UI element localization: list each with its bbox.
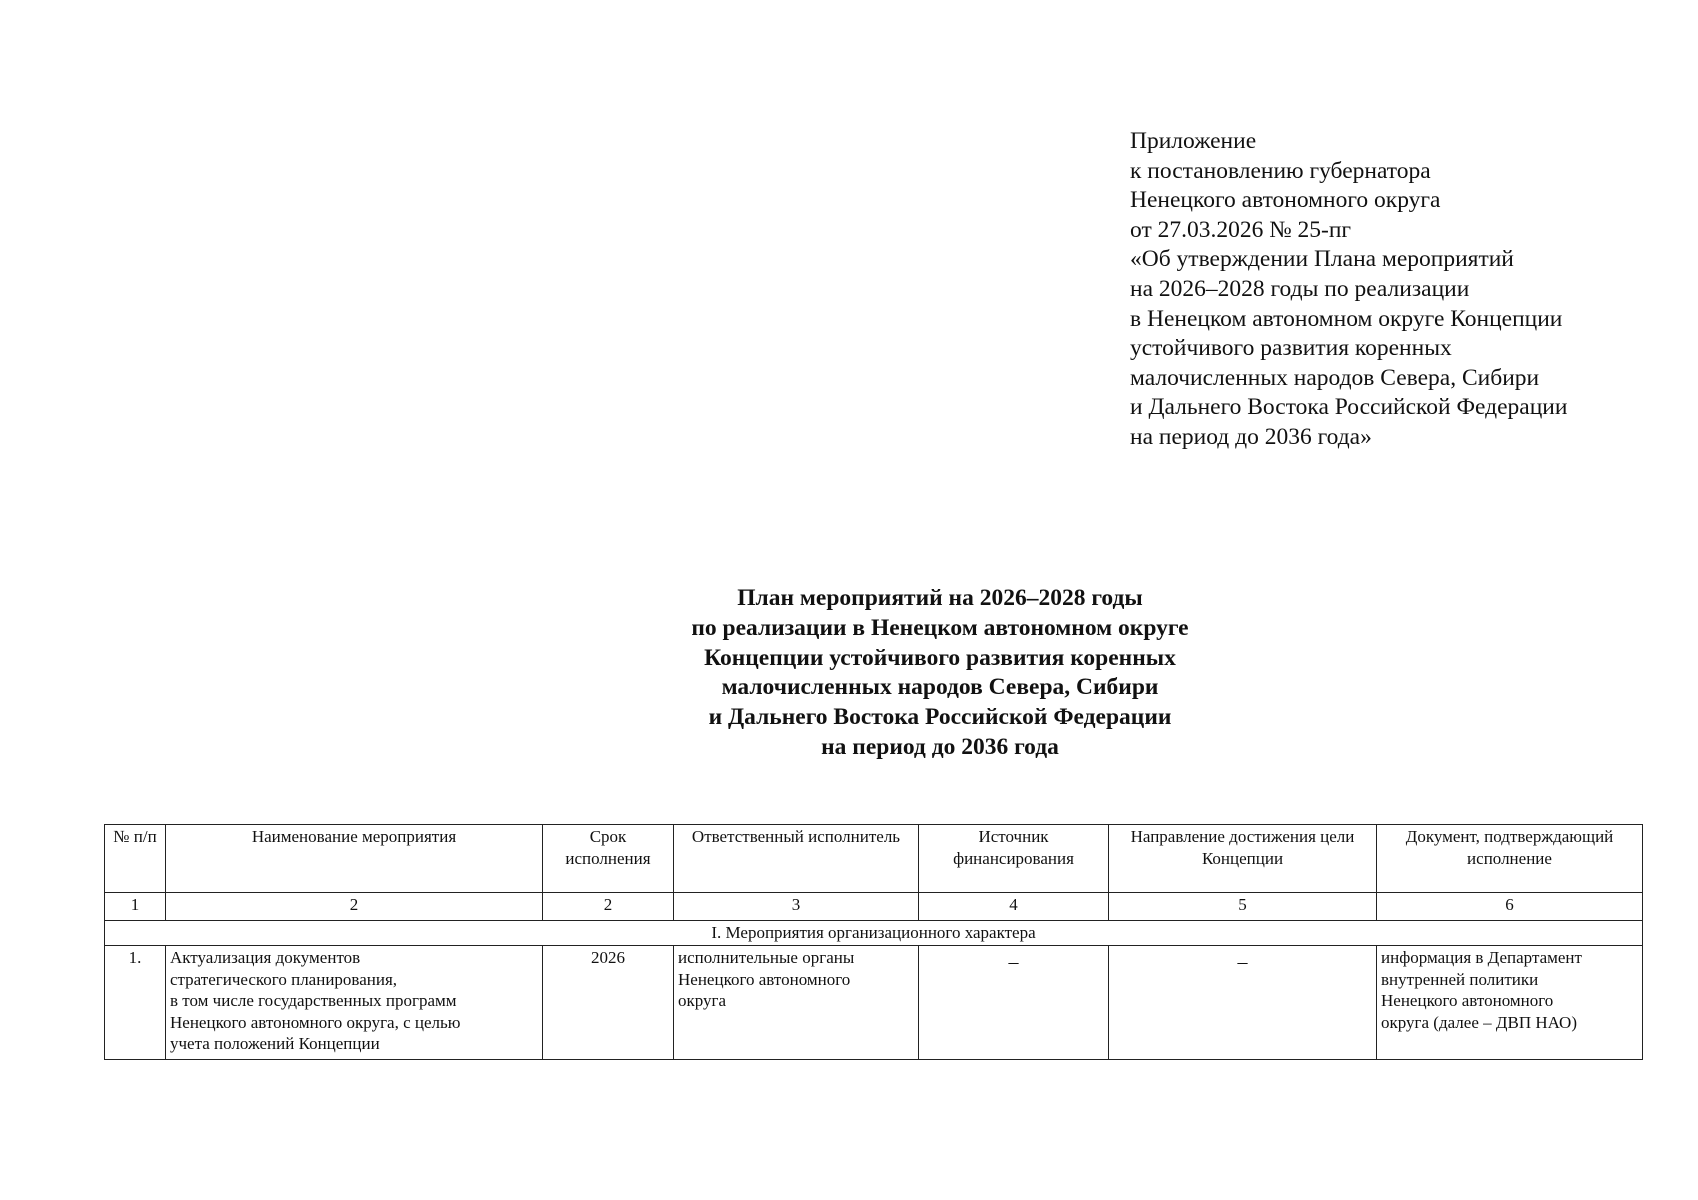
title-line: Концепции устойчивого развития коренных: [704, 644, 1176, 671]
financing-value: –: [1008, 951, 1019, 973]
header-cell-financing: Источник финансирования: [919, 825, 1109, 893]
appendix-line: к постановлению губернатора: [1130, 157, 1431, 184]
column-number-cell: 2: [166, 893, 543, 921]
header-cell-document: Документ, подтверждающий исполнение: [1377, 825, 1643, 893]
appendix-line: на период до 2036 года»: [1130, 423, 1372, 450]
executor-line: Ненецкого автономного: [678, 969, 851, 989]
header-cell-direction: Направление достижения цели Концепции: [1109, 825, 1377, 893]
appendix-line: малочисленных народов Севера, Сибири: [1130, 364, 1540, 391]
document-line: Ненецкого автономного: [1381, 991, 1554, 1010]
header-cell-executor: Ответственный исполнитель: [674, 825, 919, 893]
title-line: на период до 2036 года: [821, 733, 1059, 760]
direction-cell: [1109, 946, 1377, 1060]
activity-name-line: стратегического планирования,: [170, 969, 398, 989]
section-row: [105, 921, 1643, 946]
activity-name-line: учета положений Концепции: [170, 1034, 380, 1053]
appendix-line: Ненецкого автономного округа: [1130, 187, 1441, 214]
document-cell: [1377, 946, 1643, 1060]
appendix-line: и Дальнего Востока Российской Федерации: [1130, 394, 1568, 421]
appendix-line: от 27.03.2026 № 25-пг: [1130, 216, 1352, 243]
financing-cell: [919, 946, 1109, 1060]
column-number-row: [105, 893, 1643, 921]
column-number-cell: 3: [674, 893, 919, 921]
document-line: округа (далее – ДВП НАО): [1381, 1012, 1577, 1032]
title-line: малочисленных народов Севера, Сибири: [721, 674, 1159, 701]
header-cell-num: № п/п: [105, 825, 166, 893]
column-number-cell: 1: [105, 893, 166, 921]
column-number-cell: 6: [1377, 893, 1643, 921]
row-number: 1.: [105, 946, 166, 1060]
executor-cell: [674, 946, 919, 1060]
direction-value: –: [1237, 951, 1248, 973]
appendix-line: Приложение: [1130, 128, 1257, 154]
executor-line: исполнительные органы: [678, 948, 855, 967]
document-title: [560, 584, 1320, 763]
header-cell-term: Срок исполнения: [543, 825, 674, 893]
plan-table: [104, 824, 1643, 1060]
table-header-row: [105, 825, 1643, 893]
title-line: по реализации в Ненецком автономном округе: [691, 614, 1189, 641]
appendix-line: в Ненецком автономном округе Концепции: [1130, 305, 1563, 332]
term-cell: 2026: [543, 946, 674, 1060]
table-row: [105, 946, 1643, 1060]
appendix-line: устойчивого развития коренных: [1130, 335, 1452, 362]
title-line: План мероприятий на 2026–2028 годы: [737, 585, 1143, 611]
activity-name-cell: [166, 946, 543, 1060]
column-number-cell: 5: [1109, 893, 1377, 921]
appendix-line: на 2026–2028 годы по реализации: [1130, 275, 1470, 302]
activity-name-line: в том числе государственных программ: [170, 991, 457, 1010]
appendix-line: «Об утверждении Плана мероприятий: [1130, 246, 1514, 273]
column-number-cell: 2: [543, 893, 674, 921]
column-number-cell: 4: [919, 893, 1109, 921]
title-line: и Дальнего Востока Российской Федерации: [708, 704, 1172, 731]
executor-line: округа: [678, 991, 727, 1010]
activity-name-line: Актуализация документов: [170, 948, 361, 967]
header-cell-name: Наименование мероприятия: [166, 825, 543, 893]
section-title: I. Мероприятия организационного характера: [105, 921, 1643, 946]
document-line: информация в Департамент: [1381, 948, 1582, 967]
activity-name-line: Ненецкого автономного округа, с целью: [170, 1012, 461, 1032]
appendix-block: [1130, 127, 1670, 453]
document-line: внутренней политики: [1381, 969, 1539, 989]
